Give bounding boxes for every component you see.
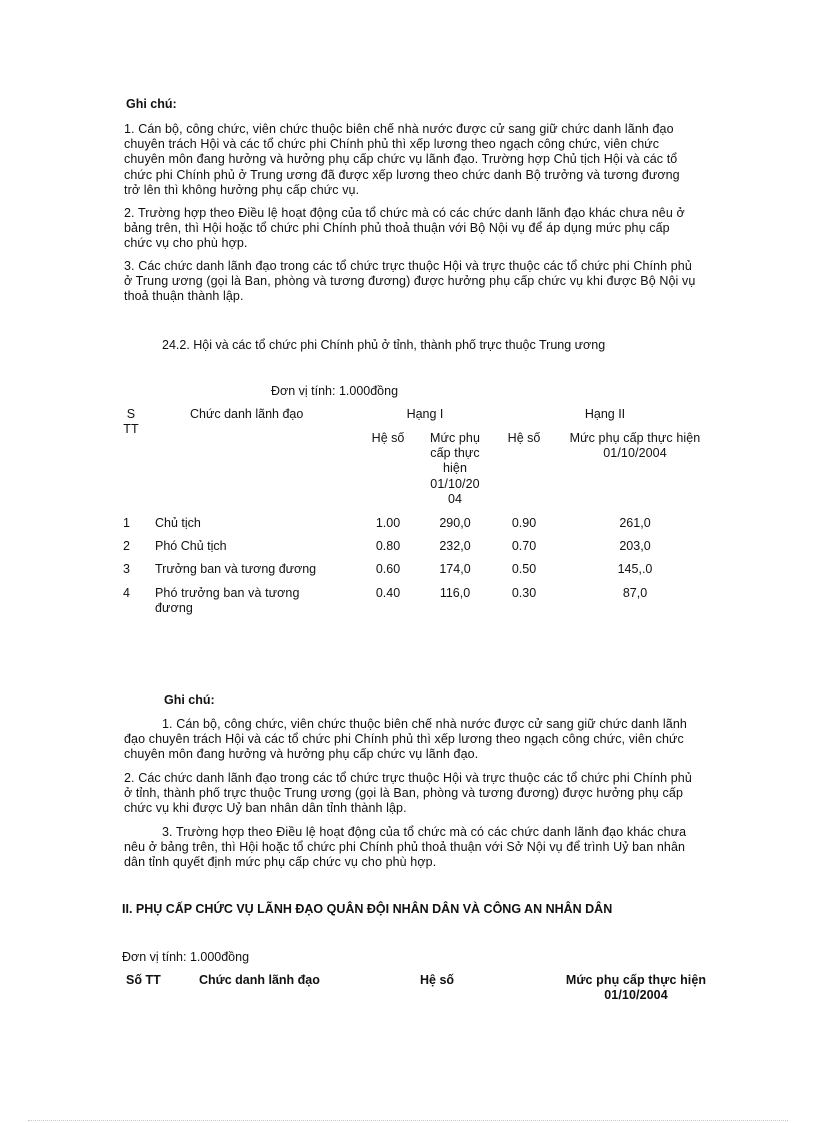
table-row-4-allow2: 87,0 — [622, 586, 648, 600]
section-ii-header-title: Chức danh lãnh đạo — [199, 973, 320, 987]
table-row-3-stt: 3 — [123, 562, 130, 576]
table-row-2-title: Phó Chủ tịch — [155, 539, 227, 553]
section-ii-unit: Đơn vị tính: 1.000đồng — [122, 950, 250, 964]
table-row-1-allow2: 261,0 — [619, 516, 651, 530]
table-row-4-title: Phó trưởng ban và tương đương — [155, 586, 300, 616]
table-row-4-coef1: 0.40 — [375, 586, 401, 600]
table-header-coef2: Hệ số — [507, 431, 541, 445]
table-row-1-title: Chủ tịch — [155, 516, 201, 530]
note1-item-3: 3. Các chức danh lãnh đạo trong các tổ chức trực thuộc Hội và trực thuộc các tổ chức phi Chính phủ ở Trung ương (gọi là Ban, phòng và tương đương) được hưởng phụ cấp chức vụ khi được Bộ Nội vụ thoả thuận thành lập. — [124, 259, 696, 304]
note1-item-1: 1. Cán bộ, công chức, viên chức thuộc biên chế nhà nước được cử sang giữ chức danh lãnh đạo chuyên trách Hội và các tổ chức phi Chính phủ thì xếp lương theo ngạch công chức, viên chức chuyên môn đang hưởng và hưởng phụ cấp chức vụ lãnh đạo. Trường hợp Chủ tịch Hội và các tổ chức phi Chính phủ ở Trung ương đã được xếp lương theo chức danh Bộ trưởng và tương đương trở lên thì không hưởng phụ cấp chức vụ. — [124, 122, 680, 197]
table-row-1-coef2: 0.90 — [511, 516, 537, 530]
table-row-4-allow1: 116,0 — [439, 586, 471, 600]
table-header-stt: S TT — [123, 407, 139, 437]
table-header-allow1: Mức phụ cấp thực hiện 01/10/20 04 — [429, 431, 481, 506]
note1-item-2: 2. Trường hợp theo Điều lệ hoạt động của tổ chức mà có các chức danh lãnh đạo khác chưa nêu ở bảng trên, thì Hội hoặc tổ chức phi Chính phủ thoả thuận với Bộ Nội vụ để áp dụng mức phụ cấp chức vụ cho phù hợp. — [124, 206, 685, 251]
table-header-grade2: Hạng II — [584, 407, 626, 421]
page-bottom-border — [28, 1120, 788, 1121]
table-row-3-allow1: 174,0 — [439, 562, 471, 576]
table-row-2-coef1: 0.80 — [375, 539, 401, 553]
section-242-unit: Đơn vị tính: 1.000đồng — [271, 384, 399, 398]
section-ii-header-coef: Hệ số — [420, 973, 455, 987]
table-row-3-title: Trưởng ban và tương đương — [155, 562, 317, 576]
table-header-grade1: Hạng I — [406, 407, 444, 421]
table-row-4-stt: 4 — [123, 586, 130, 600]
table-header-allow2: Mức phụ cấp thực hiện 01/10/2004 — [569, 431, 701, 461]
table-row-2-coef2: 0.70 — [511, 539, 537, 553]
table-row-2-allow1: 232,0 — [439, 539, 471, 553]
note2-item-3: 3. Trường hợp theo Điều lệ hoạt động của tổ chức mà có các chức danh lãnh đạo khác chưa nêu ở bảng trên, thì Hội hoặc tổ chức phi Chính phủ thoả thuận với Sở Nội vụ để trình Uỷ ban nhân dân tỉnh quyết định mức phụ cấp chức vụ cho phù hợp. — [124, 825, 687, 870]
section-ii-title: II. PHỤ CẤP CHỨC VỤ LÃNH ĐẠO QUÂN ĐỘI NHÂN DÂN VÀ CÔNG AN NHÂN DÂN — [122, 902, 613, 916]
section-242-title: 24.2. Hội và các tổ chức phi Chính phủ ở tỉnh, thành phố trực thuộc Trung ương — [162, 338, 606, 352]
table-header-coef1: Hệ số — [371, 431, 405, 445]
table-row-1-allow1: 290,0 — [439, 516, 471, 530]
section-ii-header-allow: Mức phụ cấp thực hiện 01/10/2004 — [565, 973, 707, 1003]
table-row-3-allow2: 145,.0 — [617, 562, 653, 576]
table-row-1-stt: 1 — [123, 516, 130, 530]
table-row-2-stt: 2 — [123, 539, 130, 553]
note2-heading: Ghi chú: — [164, 693, 215, 707]
table-row-3-coef2: 0.50 — [511, 562, 537, 576]
table-row-4-coef2: 0.30 — [511, 586, 537, 600]
table-row-3-coef1: 0.60 — [375, 562, 401, 576]
note1-heading: Ghi chú: — [126, 97, 177, 111]
table-header-title: Chức danh lãnh đạo — [190, 407, 304, 421]
table-row-2-allow2: 203,0 — [619, 539, 651, 553]
table-row-1-coef1: 1.00 — [375, 516, 401, 530]
note2-item-1: 1. Cán bộ, công chức, viên chức thuộc biên chế nhà nước được cử sang giữ chức danh lãnh đạo chuyên trách Hội và các tổ chức phi Chính phủ thì xếp lương theo ngạch công chức, viên chức chuyên môn đang hưởng và hưởng phụ cấp chức vụ lãnh đạo. — [124, 717, 687, 762]
section-ii-header-stt: Số TT — [126, 973, 161, 987]
note2-item-2: 2. Các chức danh lãnh đạo trong các tổ chức trực thuộc Hội và trực thuộc các tổ chức phi Chính phủ ở tỉnh, thành phố trực thuộc Trung ương (gọi là Ban, phòng và tương đương) được hưởng phụ cấp chức vụ khi được Uỷ ban nhân dân tỉnh thành lập. — [124, 771, 692, 816]
